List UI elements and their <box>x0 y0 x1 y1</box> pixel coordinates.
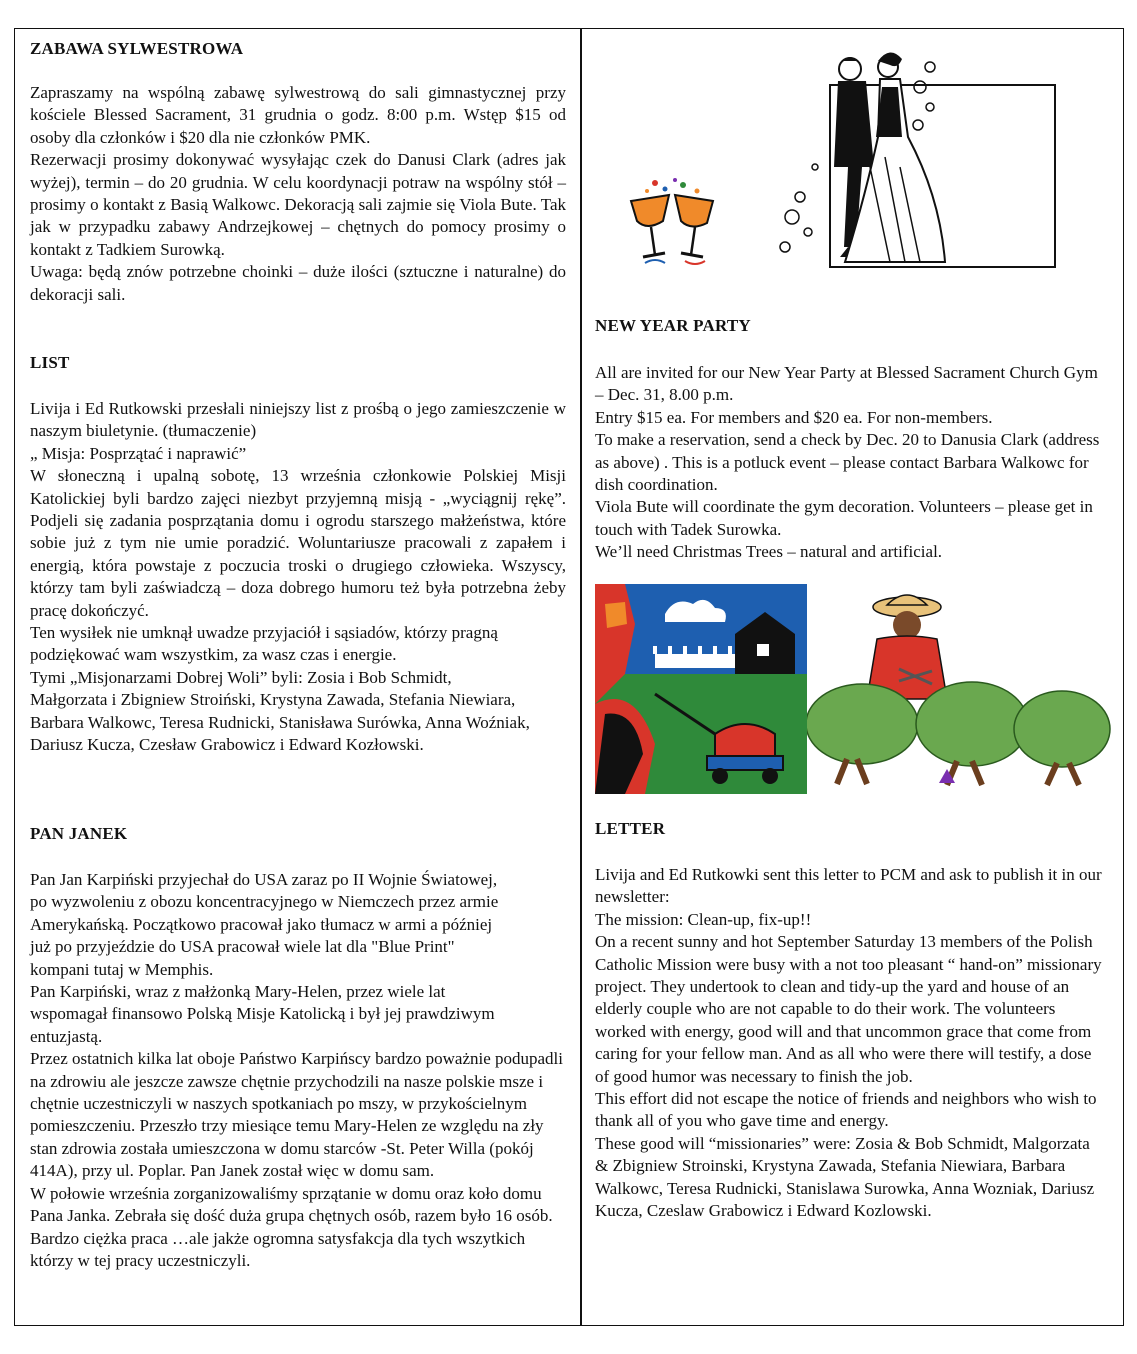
letter-body <box>595 864 1107 1223</box>
gardener-hedge-trimming-illustration <box>807 589 1113 789</box>
list-paragraph: Tymi „Misjonarzami Dobrej Woli” byli: Zosia i Bob Schmidt, Małgorzata i Zbigniew Stroiński, Krystyna Zawada, Stefania Niewiara, Barbara Walkowc, Teresa Rudnicki, Stanisława Surówka, Anna Woźniak, Dariusz Kucza, Czesław Grabowicz i Edward Kozłowski. <box>30 667 530 755</box>
letter-paragraph: These good will “missionaries” were: Zosia & Bob Schmidt, Malgorzata & Zbigniew Stroinski, Krystyna Zawada, Stefania Niewiara, Barbara Walkowc, Teresa Rudnicki, Stanislawa Surowka, Anna Wozniak, Dariusz Kucza, Czeslaw Grabowicz i Edward Kozlowski. <box>595 1133 1095 1221</box>
zabawa-paragraph: Zapraszamy na wspólną zabawę sylwestrową do sali gimnastycznej przy kościele Blessed Sacrament, 31 grudnia o godz. 8:00 p.m. Wstęp $15 od osoby dla członków i $20 dla nie członków PMK. <box>30 83 566 147</box>
party-paragraph: Entry $15 ea. For members and $20 ea. For non-members. <box>595 407 993 427</box>
pan-janek-title: PAN JANEK <box>30 824 128 843</box>
zabawa-paragraph: Rezerwacji prosimy dokonywać wysyłając czek do Danusi Clark (adres jak wyżej), termin – do 20 grudnia. W celu koordynacji potraw na wspólny stół – prosimy o kontakt z Basią Walkowc. Dekoracją sali zajmie się Viola Bute. Tak jak w przypadku zabawy Andrzejkowej – chętnych do pomocy prosimy o kontakt z Tadkiem Surowką. <box>30 150 566 259</box>
list-paragraph: W słoneczną i upalną sobotę, 13 września członkowie Polskiej Misji Katolickiej byli bardzo zajęci niezbyt przyjemną misją - „wyciągnij rękę”. Podjeli się zadania posprzątania domu i ogrodu starszego małżeństwa, które sobie już z tym nie umie poradzić. Woluntariusze pracowali z zapałem i energią, która powstaje z poczucia troski o drugiego człowieka. Wszyscy, którzy tam byli zaświadczą – doza dobrego humoru też była potrzebna żeby pracę dokończyć. <box>30 466 566 620</box>
party-paragraph: Viola Bute will coordinate the gym decoration. Volunteers – please get in touch with Tadek Surowka. <box>595 497 1093 539</box>
pan-janek-paragraph: Pan Jan Karpiński przyjechał do USA zaraz po II Wojnie Światowej, po wyzwoleniu z obozu koncentracyjnego w Niemczech przez armie Amerykańską. Początkowo pracował jako tłumacz w armi a później już po przyjeździe do USA pracował wiele lat dla "Blue Print" kompani tutaj w Memphis. <box>30 870 499 979</box>
party-paragraph: We’ll need Christmas Trees – natural and artificial. <box>595 542 943 562</box>
letter-paragraph: Livija and Ed Rutkowki sent this letter to PCM and ask to publish it in our newsletter: <box>595 865 1102 907</box>
pan-janek-body <box>30 869 566 1272</box>
list-paragraph: Ten wysiłek nie umknął uwadze przyjaciół i sąsiadów, którzy pragną podziękować wam wszystkim, za wasz czas i energie. <box>30 623 498 665</box>
list-title: LIST <box>30 353 70 372</box>
letter-paragraph: The mission: Clean-up, fix-up!! <box>595 909 812 929</box>
newsletter-page <box>14 28 1124 1326</box>
column-divider <box>580 29 582 1325</box>
new-year-party-body <box>595 362 1107 564</box>
list-paragraph: „ Misja: Posprzątać i naprawić” <box>30 443 247 463</box>
letter-title: LETTER <box>595 819 666 838</box>
letter-paragraph: On a recent sunny and hot September Saturday 13 members of the Polish Catholic Mission were busy with a not too pleasant “ hand-on” missionary project. They undertook to clean and tidy-up the yard and house of an elderly couple who are not capable to do their work. The volunteers worked with energy, good will and that uncommon grace that come from caring for your fellow man. And as all who were there will testify, a dose of good humor was necessary to finish the job. <box>595 932 1102 1086</box>
pan-janek-paragraph: Przez ostatnich kilka lat oboje Państwo Karpińscy bardzo poważnie podupadli na zdrowiu ale jeszcze zawsze chętnie przychodzili na nasze polskie msze i chętnie uczestniczyli w naszych spotkaniach po mszy, w przykościelnym pomieszczeniu. Przeszło trzy miesiące temu Mary-Helen ze względu na zły stan zdrowia została umieszczona w domu starców -St. Peter Willa (pokój 414A), przy ul. Poplar. Pan Janek został więc w domu sam. <box>30 1049 563 1181</box>
list-paragraph: Livija i Ed Rutkowski przesłali niniejszy list z prośbą o jego zamieszczenie w naszym biuletynie. (tłumaczenie) <box>30 399 566 441</box>
pan-janek-paragraph: Pan Karpiński, wraz z małżonką Mary-Helen, przez wiele lat wspomagał finansowo Polską Misje Katolicką i był jej prawdziwym entuzjastą. <box>30 982 495 1046</box>
dancing-couple-illustration <box>770 47 1060 272</box>
lawn-mowing-illustration <box>595 584 807 794</box>
pan-janek-paragraph: W połowie września zorganizowaliśmy sprzątanie w domu oraz koło domu Pana Janka. Zebrała się dość duża grupa chętnych osób, razem było 16 osób. Bardzo ciężka praca …ale jakże ogromna satysfakcja dla tych wszytkich którzy w tej pracy uczestniczyli. <box>30 1183 553 1270</box>
zabawa-body <box>30 82 566 306</box>
zabawa-title: ZABAWA SYLWESTROWA <box>30 39 244 58</box>
letter-paragraph: This effort did not escape the notice of friends and neighbors who wish to thank all of you who gave time and energy. <box>595 1089 1097 1131</box>
list-body <box>30 398 566 757</box>
party-paragraph: All are invited for our New Year Party at Blessed Sacrament Church Gym – Dec. 31, 8.00 p.m. <box>595 363 1098 405</box>
new-year-party-title: NEW YEAR PARTY <box>595 316 751 335</box>
party-paragraph: To make a reservation, send a check by Dec. 20 to Danusia Clark (address as above) . This is a potluck event – please contact Barbara Walkowc for dish coordination. <box>595 430 1100 495</box>
zabawa-paragraph: Uwaga: będą znów potrzebne choinki – duże ilości (sztuczne i naturalne) do dekoracji sali. <box>30 262 566 304</box>
champagne-glasses-icon <box>625 177 725 277</box>
